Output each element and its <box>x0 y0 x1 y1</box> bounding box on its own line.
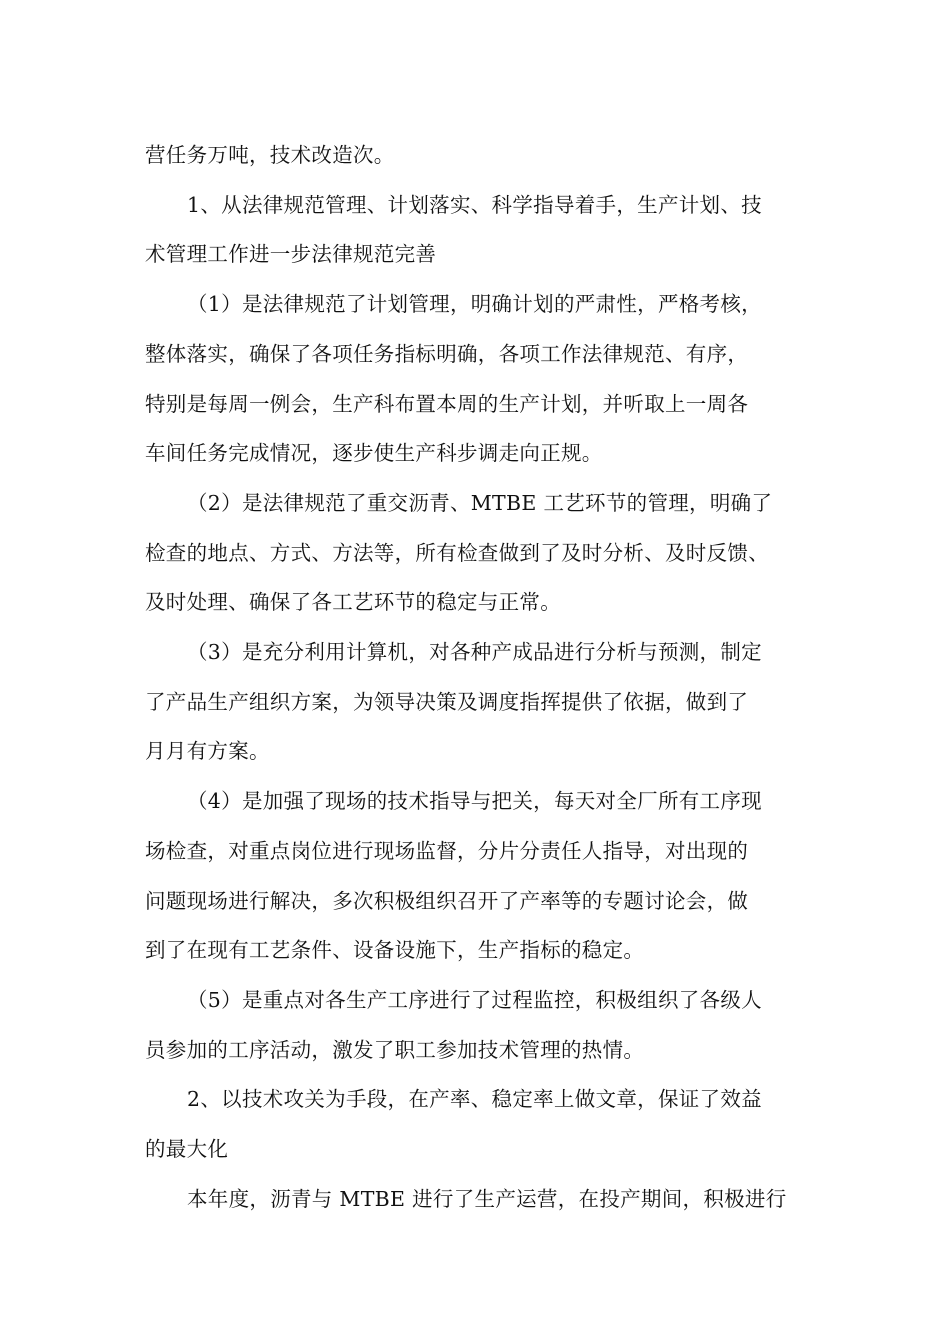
text-line: 本年度，沥青与 MTBE 进行了生产运营，在投产期间，积极进行 <box>187 1186 787 1211</box>
document-body <box>145 131 810 1224</box>
text-line: （5）是重点对各生产工序进行了过程监控，积极组织了各级人 <box>187 987 762 1012</box>
text-line: 月月有方案。 <box>145 739 270 764</box>
text-line: 特别是每周一例会，生产科布置本周的生产计划，并听取上一周各 <box>145 391 749 416</box>
paragraph-item-1 <box>145 280 810 479</box>
text-line: 整体落实，确保了各项任务指标明确，各项工作法律规范、有序， <box>145 341 749 366</box>
text-line: 的最大化 <box>145 1137 229 1162</box>
paragraph-item-5 <box>145 976 810 1075</box>
text-line: 了产品生产组织方案，为领导决策及调度指挥提供了依据，做到了 <box>145 689 749 714</box>
text-line: 及时处理、确保了各工艺环节的稳定与正常。 <box>145 590 561 615</box>
paragraph-body <box>145 1175 810 1225</box>
text-line: 车间任务完成情况，逐步使生产科步调走向正规。 <box>145 441 603 466</box>
text-line: 场检查，对重点岗位进行现场监督，分片分责任人指导，对出现的 <box>145 838 749 863</box>
text-line: 员参加的工序活动，激发了职工参加技术管理的热情。 <box>145 1037 645 1062</box>
paragraph-section-1-heading <box>145 181 810 280</box>
paragraph-item-4 <box>145 777 810 976</box>
text-line: 到了在现有工艺条件、设备设施下，生产指标的稳定。 <box>145 938 645 963</box>
text-line: 术管理工作进一步法律规范完善 <box>145 242 437 267</box>
text-line: （2）是法律规范了重交沥青、MTBE 工艺环节的管理，明确了 <box>187 490 773 515</box>
text-line: （1）是法律规范了计划管理，明确计划的严肃性，严格考核， <box>187 292 762 317</box>
text-line: 检查的地点、方式、方法等，所有检查做到了及时分析、及时反馈、 <box>145 540 769 565</box>
text-line: （3）是充分利用计算机，对各种产成品进行分析与预测，制定 <box>187 640 762 665</box>
paragraph-item-3 <box>145 628 810 777</box>
paragraph-continuation <box>145 131 810 181</box>
paragraph-item-2 <box>145 479 810 628</box>
text-line: 营任务万吨，技术改造次。 <box>145 143 395 167</box>
text-line: 2、以技术攻关为手段，在产率、稳定率上做文章，保证了效益 <box>187 1087 762 1112</box>
paragraph-section-2-heading <box>145 1075 810 1174</box>
text-line: 1、从法律规范管理、计划落实、科学指导着手，生产计划、技 <box>187 192 762 217</box>
text-line: （4）是加强了现场的技术指导与把关，每天对全厂所有工序现 <box>187 789 762 814</box>
text-line: 问题现场进行解决，多次积极组织召开了产率等的专题讨论会，做 <box>145 888 749 913</box>
